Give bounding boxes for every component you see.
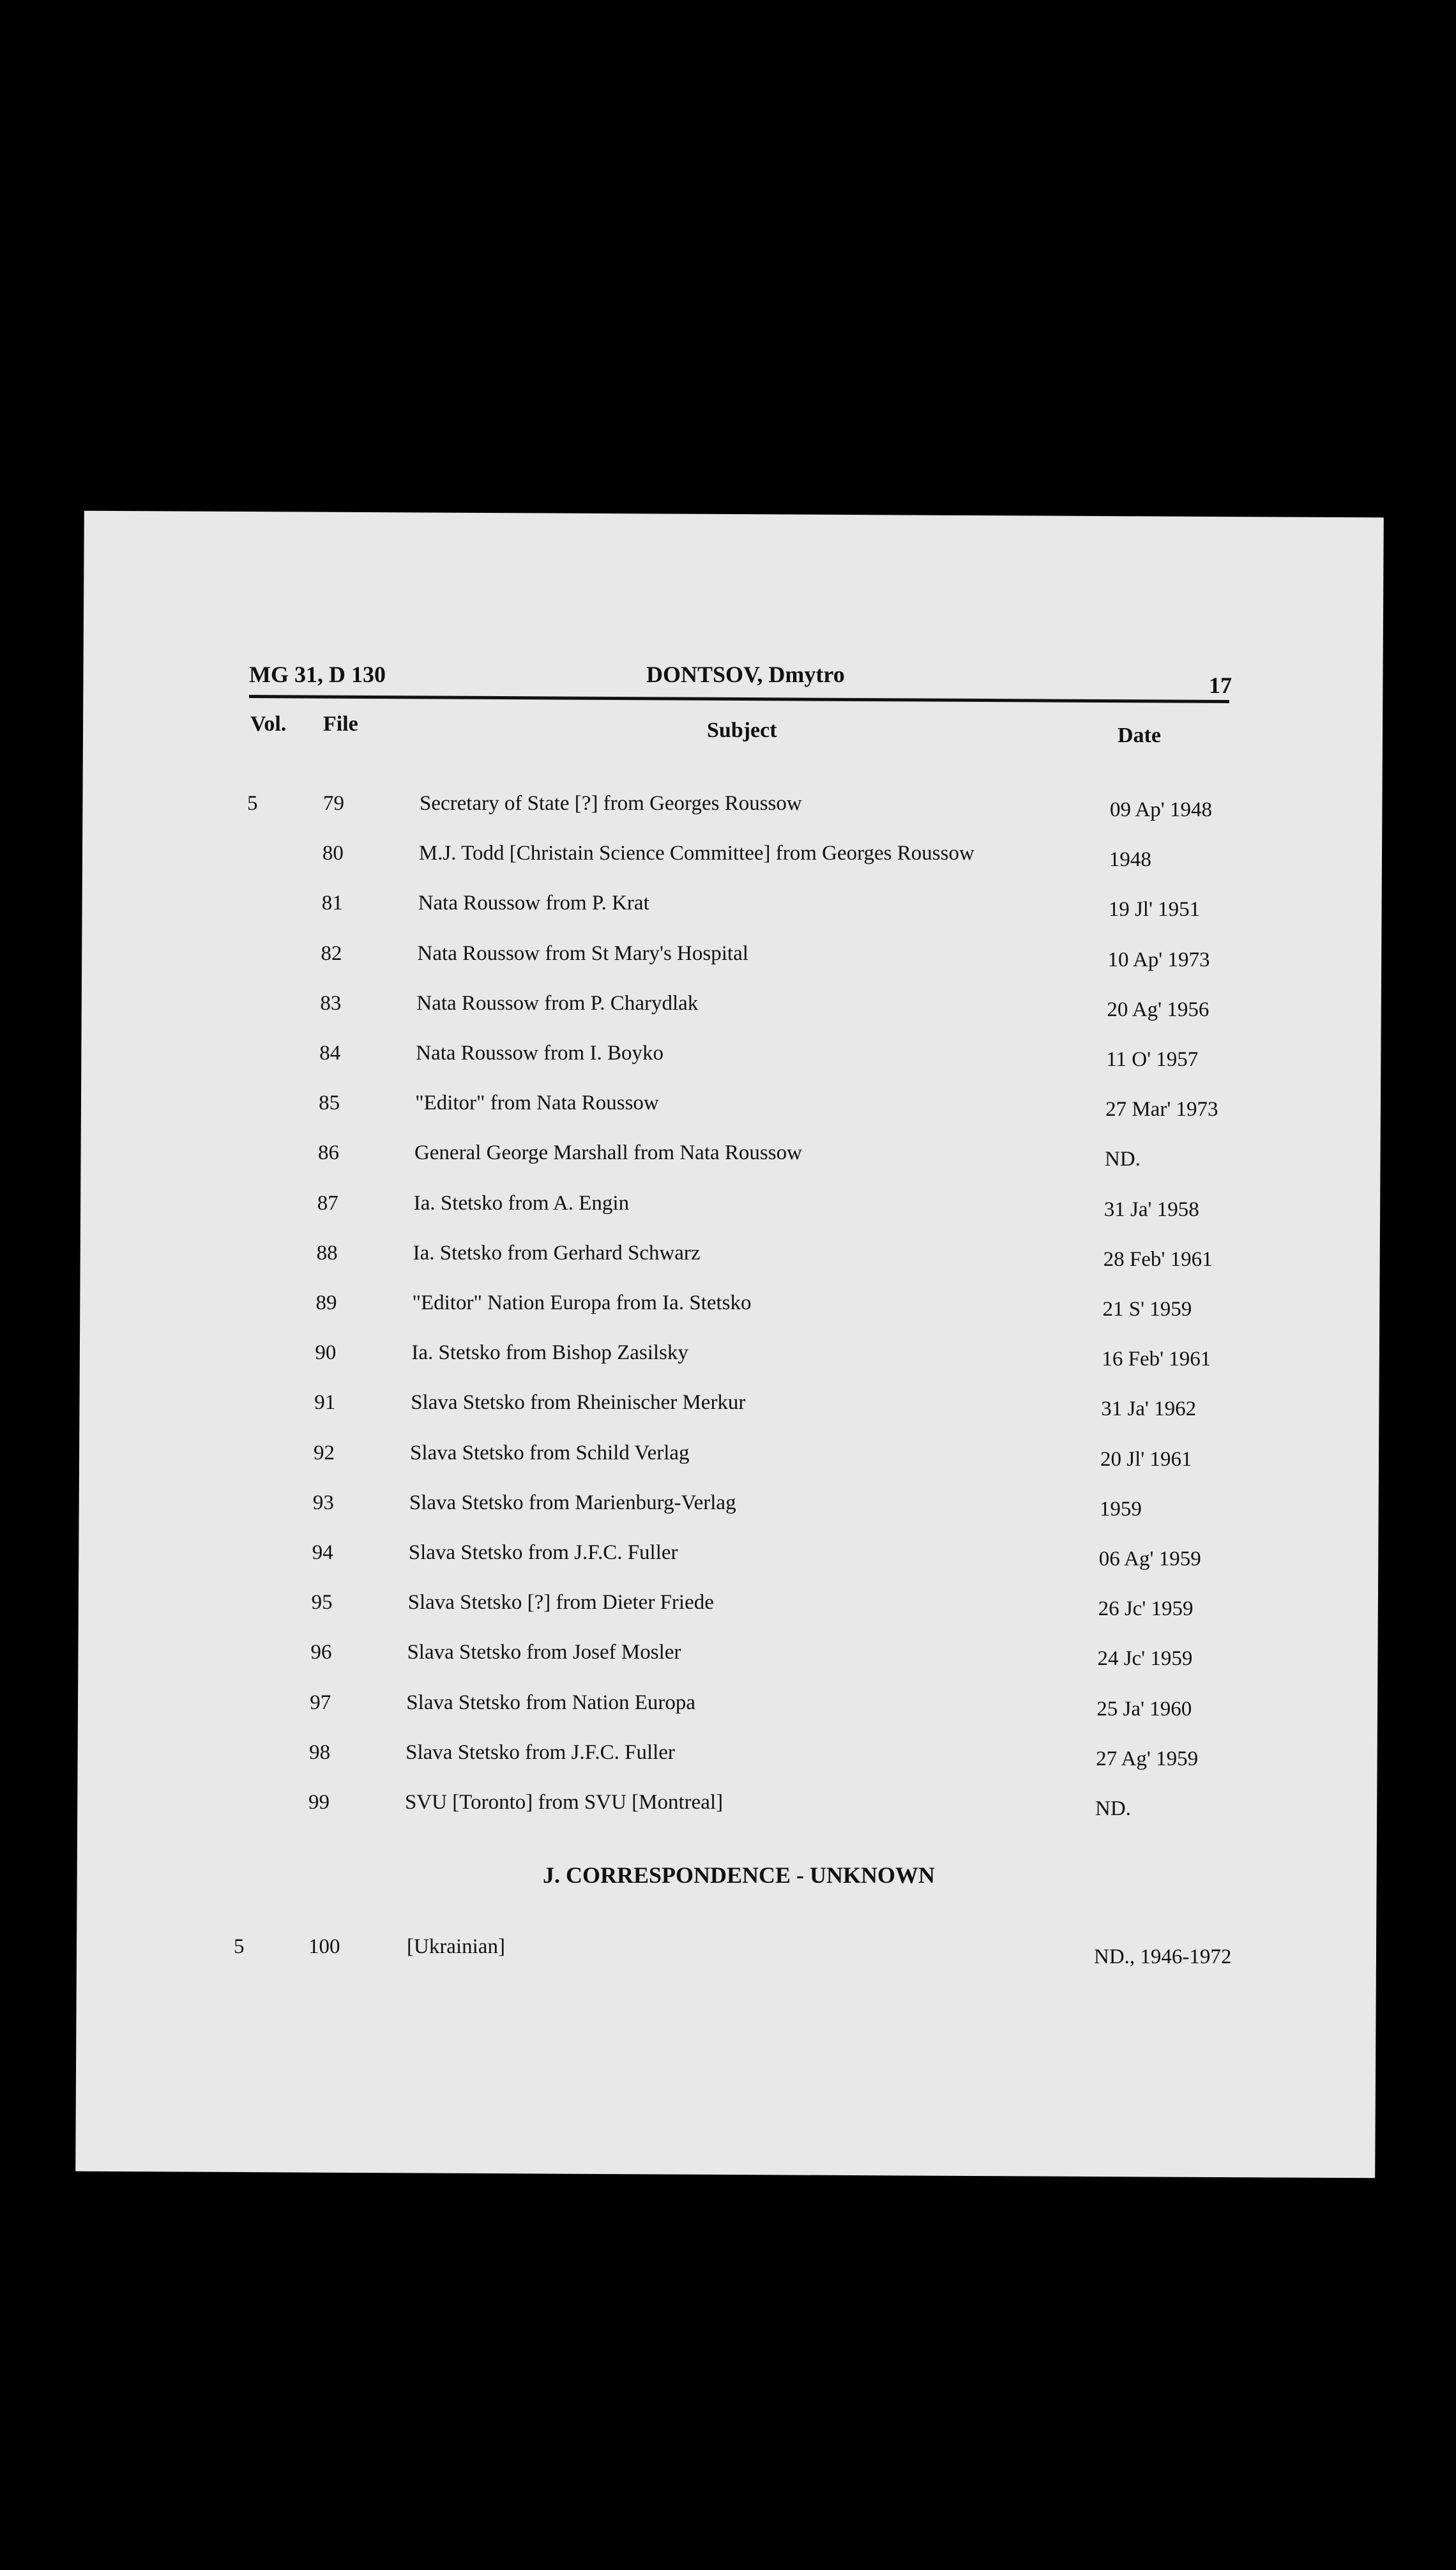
document-page: [75, 511, 1384, 2178]
row-date: 1948: [1109, 848, 1151, 872]
row-subject: Nata Roussow from P. Krat: [418, 892, 649, 915]
row-file-number: 97: [310, 1691, 331, 1714]
row-date: 26 Jc' 1959: [1098, 1597, 1194, 1621]
row-file-number: 85: [319, 1091, 340, 1115]
page-title: DONTSOV, Dmytro: [646, 662, 845, 687]
row-date: 27 Mar' 1973: [1105, 1098, 1218, 1122]
row-file-number: 92: [314, 1441, 335, 1464]
row-file-number: 83: [320, 991, 342, 1015]
row-subject: "Editor" from Nata Roussow: [415, 1091, 659, 1115]
row-file-number: 96: [310, 1641, 332, 1664]
row-subject: Nata Roussow from I. Boyko: [416, 1042, 664, 1065]
page-number: 17: [1209, 673, 1232, 698]
row-date: 25 Ja' 1960: [1096, 1697, 1192, 1721]
row-subject: Slava Stetsko [?] from Dieter Friede: [407, 1591, 714, 1615]
column-header-subject: Subject: [707, 719, 777, 742]
row-file-number: 80: [322, 842, 344, 865]
row-subject: Slava Stetsko from Josef Mosler: [407, 1641, 681, 1664]
row-subject: General George Marshall from Nata Roussow: [414, 1141, 802, 1165]
row-date: ND.: [1095, 1797, 1131, 1820]
column-header-file: File: [323, 712, 358, 736]
row-subject: Slava Stetsko from J.F.C. Fuller: [408, 1541, 678, 1564]
row-file-number: 84: [319, 1042, 341, 1065]
row-file-number: 88: [316, 1241, 338, 1265]
column-header-date: Date: [1118, 724, 1161, 747]
row-date: 16 Feb' 1961: [1102, 1348, 1211, 1371]
row-date: 28 Feb' 1961: [1103, 1247, 1213, 1271]
column-header-vol: Vol.: [250, 712, 287, 736]
row-subject: Ia. Stetsko from Bishop Zasilsky: [411, 1341, 688, 1365]
row-date: 24 Jc' 1959: [1097, 1647, 1193, 1671]
row-subject: Ia. Stetsko from A. Engin: [413, 1191, 630, 1215]
row-subject: Slava Stetsko from Marienburg-Verlag: [409, 1491, 736, 1514]
row-subject: Slava Stetsko from Schild Verlag: [410, 1441, 690, 1464]
row-file-number: 98: [309, 1740, 331, 1764]
row-file-number: 81: [321, 892, 343, 915]
row-volume: 5: [247, 792, 258, 815]
row-date: ND.: [1104, 1148, 1141, 1171]
row-date: 21 S' 1959: [1102, 1298, 1192, 1321]
row-date: 27 Ag' 1959: [1096, 1747, 1199, 1770]
row-subject: Nata Roussow from St Mary's Hospital: [417, 941, 748, 965]
row-file-number: 99: [308, 1791, 330, 1814]
section-heading: J. CORRESPONDENCE - UNKNOWN: [543, 1862, 936, 1888]
row-subject: Secretary of State [?] from Georges Roussow: [420, 792, 802, 815]
row-date: 1959: [1099, 1497, 1142, 1521]
row-file-number: 89: [315, 1291, 337, 1314]
row-subject: "Editor" Nation Europa from Ia. Stetsko: [412, 1291, 752, 1314]
row-file-number: 94: [312, 1541, 333, 1564]
row-date: 11 O' 1957: [1106, 1048, 1199, 1071]
row-subject: Ia. Stetsko from Gerhard Schwarz: [413, 1241, 701, 1265]
row-file-number: 79: [323, 792, 344, 815]
row-file-number: 100: [308, 1935, 340, 1958]
row-subject: SVU [Toronto] from SVU [Montreal]: [405, 1791, 724, 1814]
row-date: 06 Ag' 1959: [1098, 1547, 1201, 1570]
row-date: 20 Jl' 1961: [1100, 1447, 1192, 1471]
row-date: ND., 1946-1972: [1094, 1945, 1232, 1968]
row-file-number: 87: [317, 1191, 338, 1215]
row-file-number: 91: [314, 1391, 336, 1415]
row-date: 10 Ap' 1973: [1107, 948, 1210, 971]
row-date: 09 Ap' 1948: [1110, 798, 1212, 821]
row-date: 31 Ja' 1958: [1103, 1198, 1199, 1221]
row-subject: Nata Roussow from P. Charydlak: [416, 991, 699, 1015]
row-volume: 5: [234, 1935, 245, 1958]
row-file-number: 86: [317, 1141, 339, 1165]
row-subject: M.J. Todd [Christain Science Committee] from Georges Roussow: [418, 842, 974, 865]
row-file-number: 90: [315, 1341, 337, 1365]
row-subject: Slava Stetsko from Nation Europa: [406, 1691, 696, 1714]
row-subject: Slava Stetsko from J.F.C. Fuller: [406, 1740, 675, 1764]
reference-number: MG 31, D 130: [249, 662, 386, 687]
row-subject: Slava Stetsko from Rheinischer Merkur: [411, 1391, 746, 1415]
row-date: 20 Ag' 1956: [1107, 998, 1210, 1021]
row-file-number: 95: [311, 1591, 333, 1615]
row-file-number: 82: [321, 941, 342, 965]
row-date: 31 Ja' 1962: [1101, 1397, 1197, 1421]
row-subject: [Ukrainian]: [407, 1935, 505, 1958]
row-date: 19 Jl' 1951: [1108, 898, 1201, 922]
row-file-number: 93: [312, 1491, 334, 1514]
